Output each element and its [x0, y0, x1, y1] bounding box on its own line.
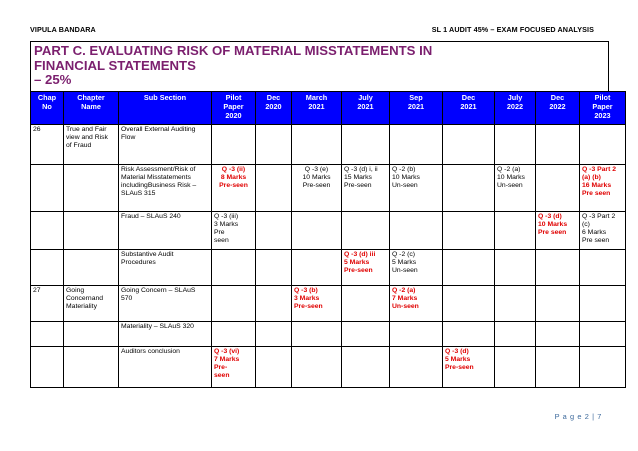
page-number: P a g e 2 | 7: [554, 412, 602, 421]
cell-empty: [256, 165, 292, 212]
cell-empty: [342, 322, 390, 347]
cell-empty: [256, 347, 292, 388]
cell-july-2022: Q -2 (a) 10 Marks Un-seen: [495, 165, 536, 212]
cell-empty: [256, 322, 292, 347]
cell-pilot-2023: Q -3 Part 2 (c) 6 Marks Pre seen: [580, 212, 626, 250]
cell-sub-section: Substantive Audit Procedures: [119, 250, 212, 286]
section-title-line-1: PART C. EVALUATING RISK OF MATERIAL MISSTATEMENTS IN: [34, 43, 433, 58]
exam-analysis-table: [30, 91, 626, 388]
cell-empty: [536, 250, 580, 286]
section-title-line-3: – 25%: [34, 72, 72, 88]
table-row: [31, 125, 626, 165]
cell-empty: [292, 322, 342, 347]
cell-empty: [31, 322, 64, 347]
cell-empty: [31, 165, 64, 212]
cell-empty: [390, 322, 443, 347]
col-header-pilot-2020: Pilot Paper 2020: [212, 92, 256, 125]
cell-empty: [292, 125, 342, 165]
table-row: [31, 322, 626, 347]
col-header-sub-section: Sub Section: [119, 92, 212, 125]
cell-pilot-2020: Q -3 (vi) 7 Marks Pre- seen: [212, 347, 256, 388]
section-title-line-2: FINANCIAL STATEMENTS: [34, 57, 196, 73]
cell-empty: [495, 286, 536, 322]
col-header-chap-no: Chap No: [31, 92, 64, 125]
table-row: [31, 347, 626, 388]
cell-empty: [390, 212, 443, 250]
col-header-dec-2020: Dec 2020: [256, 92, 292, 125]
cell-empty: [443, 125, 495, 165]
cell-empty: [495, 212, 536, 250]
cell-empty: [342, 286, 390, 322]
cell-empty: [580, 125, 626, 165]
cell-empty: [31, 250, 64, 286]
cell-chapter-name: Going Concernand Materiality: [64, 286, 119, 322]
header-document-title: SL 1 AUDIT 45% – EXAM FOCUSED ANALYSIS: [431, 25, 594, 34]
cell-empty: [536, 165, 580, 212]
cell-july-2021: Q -3 (d) i, ii 15 Marks Pre-seen: [342, 165, 390, 212]
cell-empty: [342, 125, 390, 165]
cell-empty: [256, 250, 292, 286]
col-header-dec-2022: Dec 2022: [536, 92, 580, 125]
table-row: [31, 212, 626, 250]
col-header-chapter-name: Chapter Name: [64, 92, 119, 125]
cell-empty: [64, 165, 119, 212]
cell-empty: [580, 322, 626, 347]
cell-empty: [64, 212, 119, 250]
cell-empty: [256, 125, 292, 165]
cell-empty: [64, 322, 119, 347]
cell-empty: [495, 347, 536, 388]
col-header-march-2021: March 2021: [292, 92, 342, 125]
cell-empty: [443, 165, 495, 212]
cell-sub-section: Overall External Auditing Flow: [119, 125, 212, 165]
col-header-july-2021: July 2021: [342, 92, 390, 125]
cell-empty: [292, 212, 342, 250]
cell-sub-section: Risk Assessment/Risk of Material Misstatements includingBusiness Risk – SLAuS 315: [119, 165, 212, 212]
cell-empty: [390, 125, 443, 165]
cell-empty: [536, 347, 580, 388]
cell-empty: [342, 212, 390, 250]
cell-empty: [390, 347, 443, 388]
cell-chap-no: 27: [31, 286, 64, 322]
cell-empty: [536, 125, 580, 165]
cell-empty: [212, 125, 256, 165]
cell-dec-2022: Q -3 (d) 10 Marks Pre seen: [536, 212, 580, 250]
col-header-sep-2021: Sep 2021: [390, 92, 443, 125]
cell-sub-section: Fraud – SLAuS 240: [119, 212, 212, 250]
cell-empty: [495, 250, 536, 286]
col-header-july-2022: July 2022: [495, 92, 536, 125]
cell-pilot-2020: Q -3 (ii) 8 Marks Pre-seen: [212, 165, 256, 212]
cell-empty: [64, 347, 119, 388]
cell-march-2021: Q -3 (b) 3 Marks Pre-seen: [292, 286, 342, 322]
cell-empty: [31, 347, 64, 388]
cell-empty: [212, 286, 256, 322]
cell-empty: [495, 125, 536, 165]
cell-empty: [536, 322, 580, 347]
cell-empty: [443, 322, 495, 347]
cell-empty: [256, 212, 292, 250]
header-author: VIPULA BANDARA: [30, 25, 96, 34]
col-header-pilot-2023: Pilot Paper 2023: [580, 92, 626, 125]
cell-pilot-2023: Q -3 Part 2 (a) (b) 16 Marks Pre seen: [580, 165, 626, 212]
cell-empty: [342, 347, 390, 388]
cell-sub-section: Materiality – SLAuS 320: [119, 322, 212, 347]
cell-empty: [536, 286, 580, 322]
cell-empty: [212, 322, 256, 347]
section-title: [30, 41, 609, 91]
cell-empty: [443, 286, 495, 322]
table-header-row: [31, 92, 626, 125]
cell-sub-section: Auditors conclusion: [119, 347, 212, 388]
cell-empty: [31, 212, 64, 250]
cell-empty: [292, 250, 342, 286]
cell-july-2021: Q -3 (d) iii 5 Marks Pre-seen: [342, 250, 390, 286]
cell-chap-no: 26: [31, 125, 64, 165]
cell-empty: [580, 286, 626, 322]
cell-sub-section: Going Concern – SLAuS 570: [119, 286, 212, 322]
cell-sep-2021: Q -2 (a) 7 Marks Un-seen: [390, 286, 443, 322]
cell-empty: [212, 250, 256, 286]
cell-chapter-name: True and Fair view and Risk of Fraud: [64, 125, 119, 165]
cell-empty: [64, 250, 119, 286]
cell-empty: [443, 250, 495, 286]
table-row: [31, 250, 626, 286]
cell-march-2021: Q -3 (e) 10 Marks Pre-seen: [292, 165, 342, 212]
cell-empty: [256, 286, 292, 322]
col-header-dec-2021: Dec 2021: [443, 92, 495, 125]
table-row: [31, 286, 626, 322]
cell-sep-2021: Q -2 (b) 10 Marks Un-seen: [390, 165, 443, 212]
table-row: [31, 165, 626, 212]
cell-empty: [443, 212, 495, 250]
cell-pilot-2020: Q -3 (iii) 3 Marks Pre seen: [212, 212, 256, 250]
cell-empty: [495, 322, 536, 347]
cell-empty: [580, 347, 626, 388]
cell-empty: [580, 250, 626, 286]
cell-empty: [292, 347, 342, 388]
cell-sep-2021: Q -2 (c) 5 Marks Un-seen: [390, 250, 443, 286]
cell-dec-2021: Q -3 (d) 5 Marks Pre-seen: [443, 347, 495, 388]
